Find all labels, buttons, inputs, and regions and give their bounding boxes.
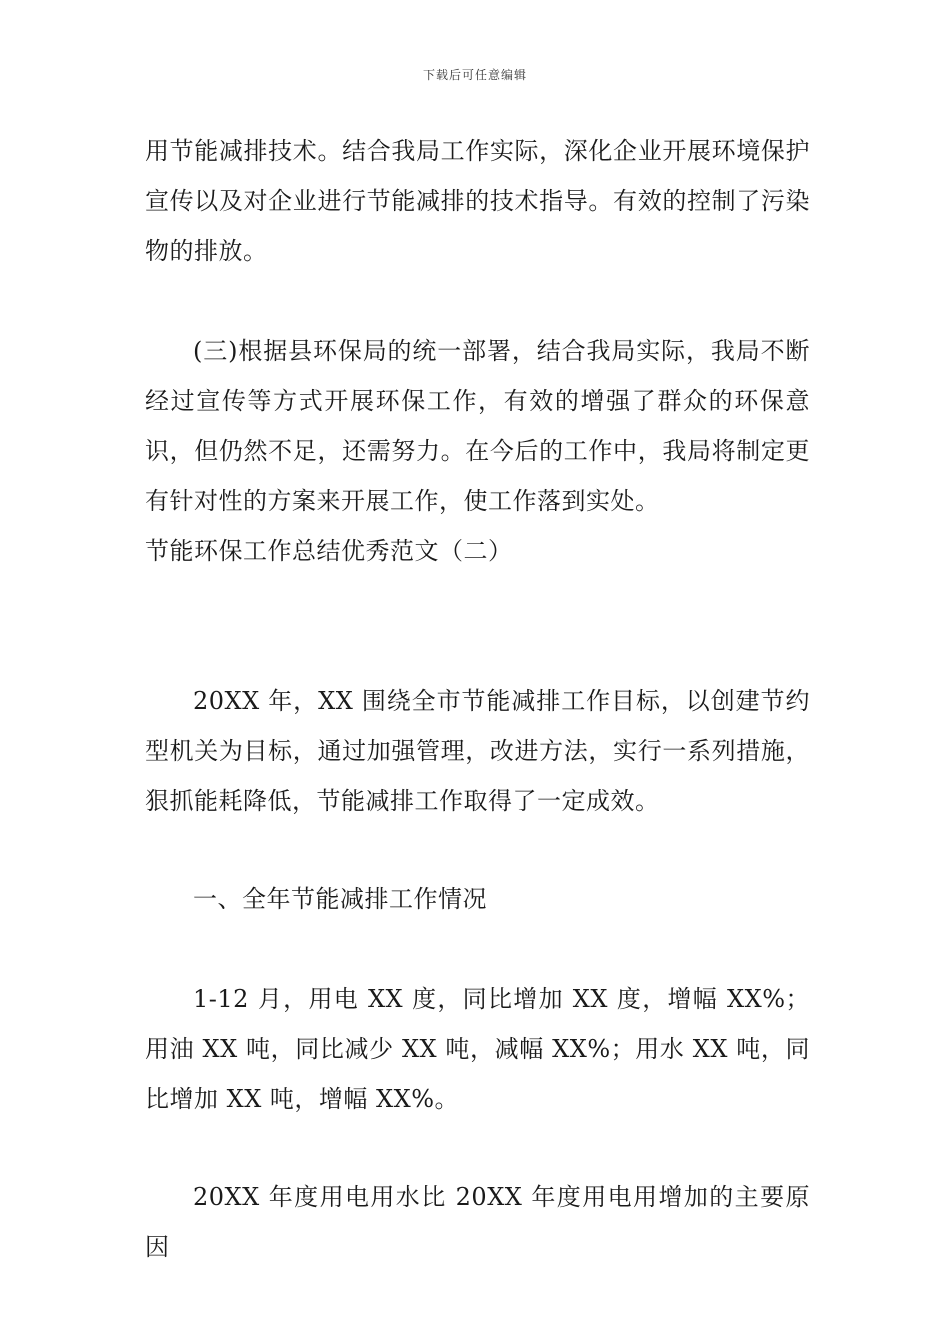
paragraph-text: 1-12 月，用电 XX 度，同比增加 XX 度，增幅 XX%；用油 XX 吨，同比减少 XX 吨，减幅 XX%；用水 XX 吨，同比增加 XX 吨，增幅 XX%。 [145, 985, 810, 1113]
paragraph-text: 用节能减排技术。结合我局工作实际，深化企业开展环境保护宣传以及对企业进行节能减排的技术指导。有效的控制了污染物的排放。 [145, 137, 810, 265]
paragraph-text: (三)根据县环保局的统一部署，结合我局实际，我局不断经过宣传等方式开展环保工作，有效的增强了群众的环保意识，但仍然不足，还需努力。在今后的工作中，我局将制定更有针对性的方案来开展工作，使工作落到实处。 [145, 337, 810, 515]
paragraph-text: 20XX 年，XX 围绕全市节能减排工作目标，以创建节约型机关为目标，通过加强管理，改进方法，实行一系列措施，狠抓能耗降低，节能减排工作取得了一定成效。 [145, 687, 810, 815]
section-title: 节能环保工作总结优秀范文（二） [145, 537, 513, 565]
header-note: 下载后可任意编辑 [422, 68, 527, 82]
section-heading: 一、全年节能减排工作情况 [193, 885, 487, 913]
paragraph-text: 20XX 年度用电用水比 20XX 年度用电用增加的主要原因 [145, 1183, 810, 1261]
